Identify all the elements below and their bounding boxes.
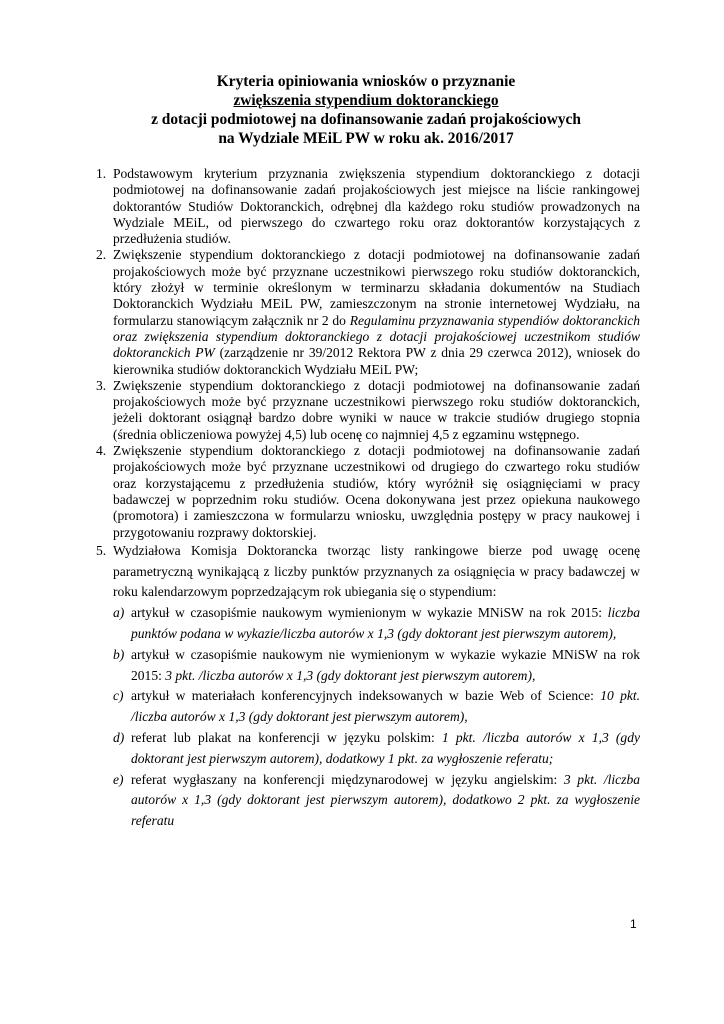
regulation-title: Regulaminu przyznawania stypendiów doktoranckich oraz zwiększenia stypendium doktoranckiego z dotacji projakościowej uczestnikom studiów doktoranckich PW [113,312,641,361]
criterion-text: Zwiększenie stypendium doktoranckiego z dotacji podmiotowej na dofinansowanie zadań projakościowych może być przyznane uczestnikowi pierwszego roku studiów doktoranckich, jeżeli doktorant osiągnął bardzo dobre wyniki w nauce w trakcie studiów drugiego stopnia (średnia obliczeniowa powyżej 4,5) lub ocenę co najmniej 4,5 z egzaminu wstępnego. [113,377,640,442]
criterion-number: 2. [96,247,107,263]
scoring-formula: liczba punktów podana w wykazie/liczba autorów x 1,3 (gdy doktorant jest pierwszym autorem), [131,605,640,642]
scoring-list [113,603,640,832]
criterion-number: 1. [96,166,107,181]
scoring-formula: 3 pkt. /liczba autorów x 1,3 (gdy doktorant jest pierwszym autorem), dodatkowo 2 pkt. za wygłoszenie referatu [131,771,640,829]
scoring-letter: e) [113,771,124,787]
scoring-letter: d) [113,730,125,745]
scoring-item-e [113,770,640,832]
criteria-list [96,166,640,832]
page-number: 1 [630,917,637,931]
scoring-formula: 1 pkt. /liczba autorów x 1,3 (gdy doktorant jest pierwszym autorem), dodatkowy 1 pkt. za wygłoszenie referatu; [131,730,640,766]
criterion-number: 5. [96,542,107,558]
criterion-text: Wydziałowa Komisja Doktorancka tworząc listy rankingowe bierze pod uwagę ocenę parametryczną wynikającą z liczby punktów przyznanych za osiągnięcia w pracy badawczej w roku kalendarzowym poprzedzającym rok ubiegania się o stypendium: [113,542,640,600]
scoring-item-b [113,645,640,687]
scoring-letter: a) [113,605,125,621]
criterion-5 [96,541,640,832]
criterion-1 [96,166,640,247]
scoring-text: artykuł w czasopiśmie naukowym wymienionym w wykazie MNiSW na rok 2015: [131,605,603,621]
scoring-text: referat wygłaszany na konferencji międzynarodowej w języku angielskim: [131,771,558,787]
title-line-2: zwiększenia stypendium doktoranckiego [233,92,499,109]
criterion-3 [96,378,640,443]
scoring-text: referat lub plakat na konferencji w języku polskim: [131,730,435,745]
criterion-text-continued: (zarządzenie nr 39/2012 Rektora PW z dnia 29 czerwca 2012), wniosek do kierownika studiów doktoranckich Wydziału MEiL PW; [113,345,641,377]
criterion-2 [96,247,640,377]
criterion-number: 3. [96,377,107,393]
scoring-item-a [113,603,640,645]
title-line-3: z dotacji podmiotowej na dofinansowanie zadań projakościowych [151,111,581,128]
scoring-item-d [113,728,640,770]
scoring-item-c [113,686,640,728]
title-line-1: Kryteria opiniowania wniosków o przyznanie [216,73,516,90]
title-line-4: na Wydziale MEiL PW w roku ak. 2016/2017 [218,130,514,147]
criterion-4 [96,443,640,541]
criterion-text: Zwiększenie stypendium doktoranckiego z dotacji podmiotowej na dofinansowanie zadań projakościowych może być przyznane uczestnikowi pierwszego roku studiów doktoranckich, który złożył w terminie określonym w terminarzu składania dokumentów na Studiach Doktoranckich Wydziału MEiL PW, zamieszczonym na stronie internetowej Wydziału, na formularzu stanowiącym załącznik nr 2 do [113,247,640,328]
scoring-formula: 3 pkt. /liczba autorów x 1,3 (gdy doktorant jest pierwszym autorem), [165,667,536,683]
criterion-number: 4. [96,443,107,459]
scoring-text: artykuł w czasopiśmie naukowym nie wymienionym w wykazie wykazie MNiSW na rok 2015: [131,646,640,683]
scoring-letter: c) [113,688,124,704]
criterion-text: Podstawowym kryterium przyznania zwiększenia stypendium doktoranckiego z dotacji podmiotowej na dofinansowanie zadań projakościowych jest miejsce na liście rankingowej doktorantów Studiów Doktoranckich, odrębnej dla każdego roku studiów prowadzonych na Wydziale MEiL, od pierwszego do czwartego roku oraz doktorantów korzystających z przedłużenia studiów. [113,166,640,247]
scoring-formula: 10 pkt. /liczba autorów x 1,3 (gdy doktorant jest pierwszym autorem), [131,688,640,725]
document-title [96,72,636,148]
criterion-text: Zwiększenie stypendium doktoranckiego z dotacji podmiotowej na dofinansowanie zadań projakościowych może być przyznane uczestnikowi od drugiego do czwartego roku studiów oraz korzystającemu z przedłużenia studiów, który wyróżnił się osiągnięciami w pracy badawczej w poprzednim roku studiów. Ocena dokonywana jest przez opiekuna naukowego (promotora) i zamieszczona w formularzu wniosku, uwzględnia postępy w pracy naukowej i przygotowaniu rozprawy doktorskiej. [113,443,640,540]
scoring-text: artykuł w materiałach konferencyjnych indeksowanych w bazie Web of Science: [131,688,594,704]
scoring-letter: b) [113,646,125,662]
